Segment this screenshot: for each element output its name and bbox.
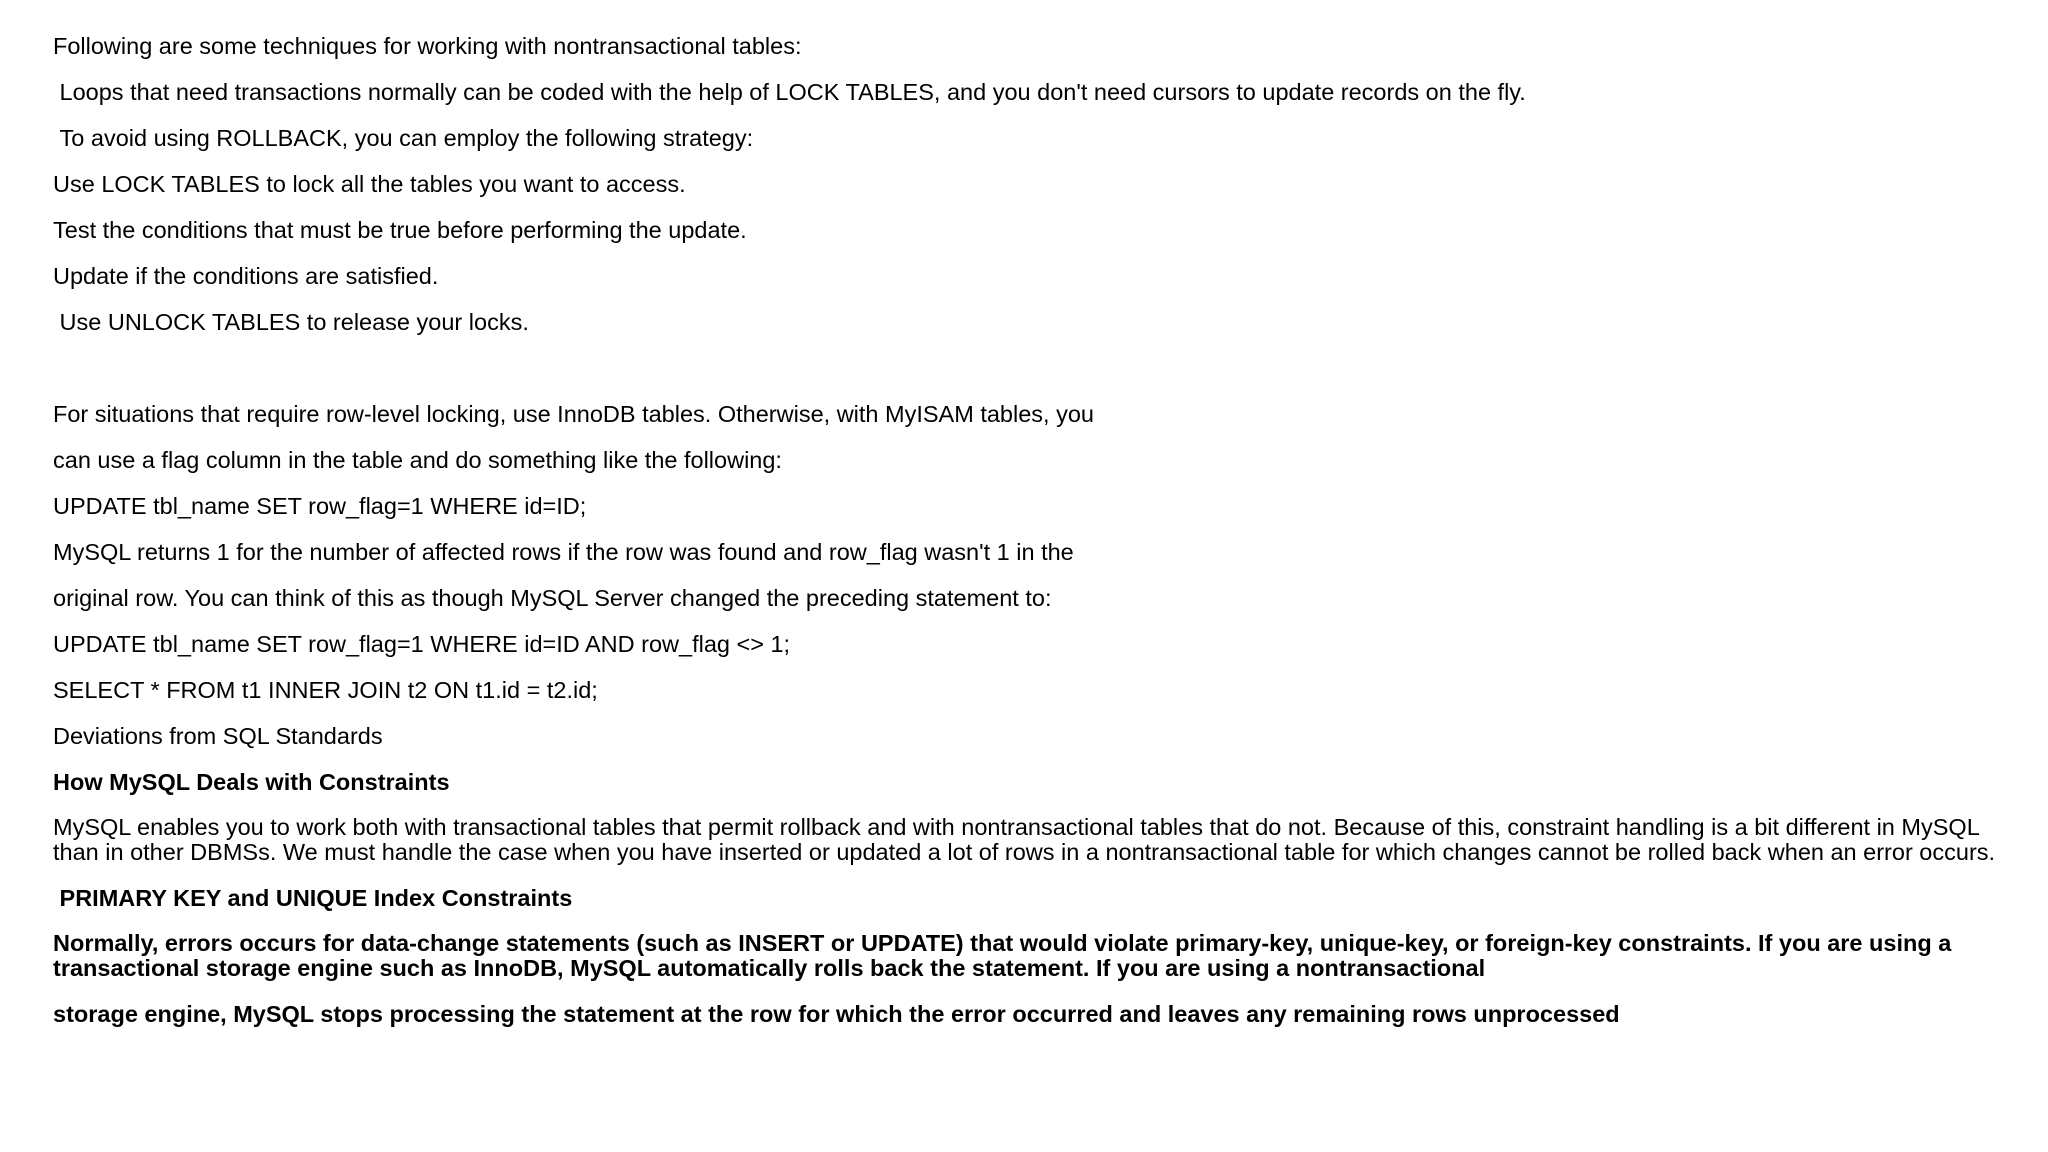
paragraph-update-if: Update if the conditions are satisfied.	[53, 263, 439, 289]
paragraph-original-row: original row. You can think of this as though MySQL Server changed the preceding statement to:	[53, 585, 1052, 611]
code-update-statement-rewritten: UPDATE tbl_name SET row_flag=1 WHERE id=ID AND row_flag <> 1;	[53, 631, 791, 657]
paragraph-lock-tables: Use LOCK TABLES to lock all the tables you want to access.	[53, 171, 686, 197]
paragraph-loops: Loops that need transactions normally can be coded with the help of LOCK TABLES, and you don't need cursors to update records on the fly.	[53, 79, 1526, 105]
paragraph-flag-column: can use a flag column in the table and do something like the following:	[53, 447, 782, 473]
paragraph-unlock-tables: Use UNLOCK TABLES to release your locks.	[53, 309, 529, 335]
heading-constraints: How MySQL Deals with Constraints	[53, 769, 450, 795]
heading-primary-key-unique: PRIMARY KEY and UNIQUE Index Constraints	[53, 885, 573, 911]
paragraph-storage-engine: storage engine, MySQL stops processing the statement at the row for which the error occurred and leaves any remaining rows unprocessed	[53, 1001, 1620, 1027]
paragraph-test-conditions: Test the conditions that must be true before performing the update.	[53, 217, 747, 243]
paragraph-errors-occur: Normally, errors occurs for data-change statements (such as INSERT or UPDATE) that would violate primary-key, unique-key, or foreign-key constraints. If you are using a transactional storage engine such as InnoDB, MySQL automatically rolls back the statement. If you are using a nontransactional	[53, 930, 1958, 981]
code-update-statement: UPDATE tbl_name SET row_flag=1 WHERE id=ID;	[53, 493, 587, 519]
paragraph-affected-rows: MySQL returns 1 for the number of affected rows if the row was found and row_flag wasn't 1 in the	[53, 539, 1074, 565]
paragraph-constraint-handling: MySQL enables you to work both with transactional tables that permit rollback and with nontransactional tables that do not. Because of this, constraint handling is a bit different in MySQL than in other DBMSs. We must handle the case when you have inserted or updated a lot of rows in a nontransactional table for which changes cannot be rolled back when an error occurs.	[53, 814, 1996, 865]
paragraph-row-level-locking: For situations that require row-level locking, use InnoDB tables. Otherwise, with MyISAM tables, you	[53, 401, 1094, 427]
heading-deviations: Deviations from SQL Standards	[53, 723, 383, 749]
paragraph-rollback-strategy: To avoid using ROLLBACK, you can employ the following strategy:	[53, 125, 754, 151]
paragraph-intro: Following are some techniques for working with nontransactional tables:	[53, 33, 802, 59]
code-select-join: SELECT * FROM t1 INNER JOIN t2 ON t1.id = t2.id;	[53, 677, 598, 703]
document-body	[53, 33, 2013, 1047]
blank-line	[53, 355, 2013, 401]
